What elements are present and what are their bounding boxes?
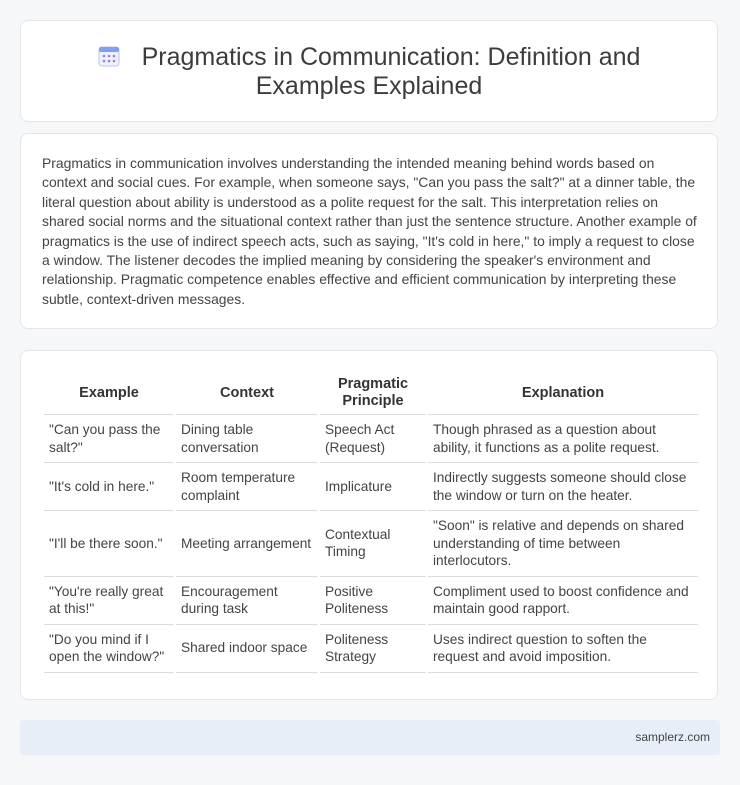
table-cell: "Can you pass the salt?" xyxy=(44,415,174,463)
table-cell: Though phrased as a question about ability, it functions as a polite request. xyxy=(428,415,698,463)
column-header: Pragmatic Principle xyxy=(320,372,426,415)
table-row xyxy=(44,577,698,625)
table-cell: Encouragement during task xyxy=(176,577,318,625)
calendar-icon xyxy=(98,45,120,67)
table-cell: Speech Act (Request) xyxy=(320,415,426,463)
table-cell: Compliment used to boost confidence and maintain good rapport. xyxy=(428,577,698,625)
examples-table xyxy=(42,372,700,673)
table-cell: Room temperature complaint xyxy=(176,463,318,511)
table-cell: Dining table conversation xyxy=(176,415,318,463)
table-row xyxy=(44,415,698,463)
table-cell: Contextual Timing xyxy=(320,511,426,577)
table-cell: Meeting arrangement xyxy=(176,511,318,577)
table-row xyxy=(44,625,698,673)
table-cell: "Do you mind if I open the window?" xyxy=(44,625,174,673)
table-cell: Implicature xyxy=(320,463,426,511)
footer xyxy=(20,720,720,755)
column-header: Context xyxy=(176,372,318,415)
table-cell: "It's cold in here." xyxy=(44,463,174,511)
column-header: Example xyxy=(44,372,174,415)
table-cell: Positive Politeness xyxy=(320,577,426,625)
table-card xyxy=(20,350,718,700)
table-row xyxy=(44,511,698,577)
table-cell: Shared indoor space xyxy=(176,625,318,673)
page-title xyxy=(21,43,717,101)
column-header: Explanation xyxy=(428,372,698,415)
table-cell: Uses indirect question to soften the request and avoid imposition. xyxy=(428,625,698,673)
table-cell: Indirectly suggests someone should close the window or turn on the heater. xyxy=(428,463,698,511)
intro-paragraph: Pragmatics in communication involves understanding the intended meaning behind words based on context and social cues. For example, when someone says, "Can you pass the salt?" at a dinner table, the literal question about ability is understood as a polite request for the salt. This interpretation relies on shared social norms and the situational context rather than just the sentence structure. Another example of pragmatics is the use of indirect speech acts, such as saying, "It's cold in here," to imply a request to close a window. The listener decodes the implied meaning by considering the speaker's environment and relationship. Pragmatic competence enables effective and efficient communication by interpreting these subtle, context-driven messages. xyxy=(42,155,697,307)
intro-card xyxy=(20,133,718,329)
table-cell: "Soon" is relative and depends on shared understanding of time between interlocutors. xyxy=(428,511,698,577)
table-row xyxy=(44,463,698,511)
table-header-row xyxy=(44,372,698,415)
table-cell: "You're really great at this!" xyxy=(44,577,174,625)
title-card xyxy=(20,20,718,122)
page-title-text: Pragmatics in Communication: Definition and Examples Explained xyxy=(141,43,641,100)
table-cell: "I'll be there soon." xyxy=(44,511,174,577)
table-cell: Politeness Strategy xyxy=(320,625,426,673)
footer-site-link[interactable]: samplerz.com xyxy=(635,730,710,744)
